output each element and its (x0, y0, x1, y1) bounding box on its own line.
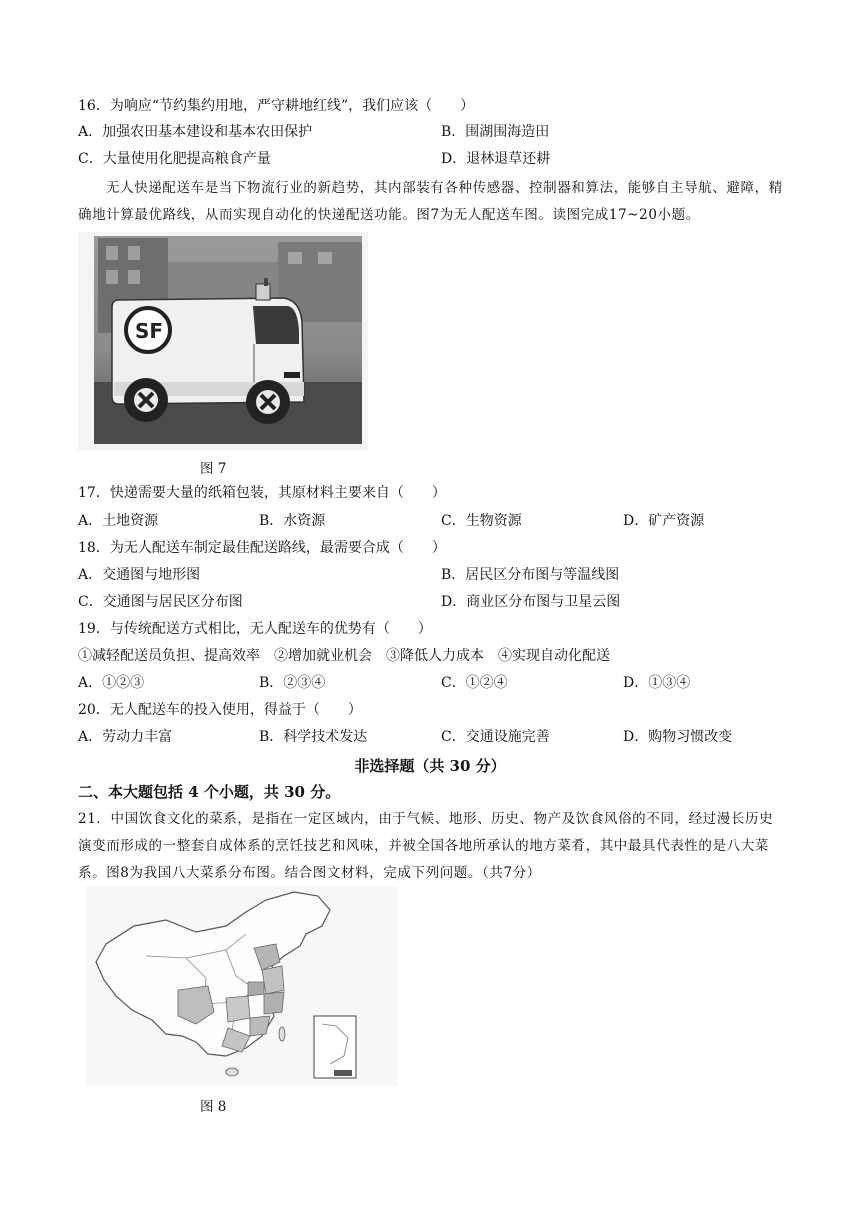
section-title: 非选择题（共 30 分） (354, 757, 506, 775)
figure-8-cuisine-map (86, 886, 398, 1086)
question-18-stem: 18．为无人配送车制定最佳配送路线，最需要合成（ ） (78, 540, 446, 556)
question-19-option-c: C．①②④ (441, 675, 508, 691)
question-16-option-c: C．大量使用化肥提高粮食产量 (78, 151, 271, 167)
question-18-option-a: A．交通图与地形图 (78, 567, 201, 583)
intro-paragraph: 无人快递配送车是当下物流行业的新趋势，其内部装有各种传感器、控制器和算法，能够自主导航、避障，精确地计算最优路线，从而实现自动化的快递配送功能。图7为无人配送车图。读图完成17~20小题。 (78, 180, 783, 223)
question-19-option-d: D．①③④ (623, 675, 691, 691)
question-20-option-b: B．科学技术发达 (259, 729, 368, 745)
question-19-option-a: A．①②③ (78, 675, 145, 691)
question-17-option-b: B．水资源 (259, 513, 326, 529)
question-21-text: 21．中国饮食文化的菜系，是指在一定区域内，由于气候、地形、历史、物产及饮食风俗的不同，经过漫长历史演变而形成的一整套自成体系的烹饪技艺和风味，并被全国各地所承认的地方菜肴，其中最具代表性的是八大菜系。图8为我国八大菜系分布图。结合图文材料，完成下列问题。（共7分） (78, 811, 774, 881)
question-18-option-c: C．交通图与居民区分布图 (78, 594, 243, 610)
part-2-title: 二、本大题包括 4 个小题，共 30 分。 (78, 783, 341, 801)
question-20-option-a: A．劳动力丰富 (78, 729, 173, 745)
figure-8-caption: 图 8 (200, 1099, 227, 1115)
figure-7-caption: 图 7 (200, 461, 227, 477)
question-17-option-d: D．矿产资源 (623, 513, 705, 529)
sf-logo-text: SF (135, 319, 164, 343)
question-20-stem: 20．无人配送车的投入使用，得益于（ ） (78, 702, 362, 718)
question-16-option-d: D．退林退草还耕 (441, 151, 551, 167)
question-19-stem: 19．与传统配送方式相比，无人配送车的优势有（ ） (78, 621, 432, 637)
question-17-stem: 17．快递需要大量的纸箱包装，其原材料主要来自（ ） (78, 485, 446, 501)
question-20-option-c: C．交通设施完善 (441, 729, 550, 745)
south-china-sea-inset-label (334, 1070, 352, 1076)
question-16-option-a: A．加强农田基本建设和基本农田保护 (78, 124, 313, 140)
question-17-option-c: C．生物资源 (441, 513, 522, 529)
question-17-option-a: A．土地资源 (78, 513, 159, 529)
figure-7-delivery-vehicle-photo (78, 232, 368, 450)
question-19-option-b: B．②③④ (259, 675, 326, 691)
question-20-option-d: D．购物习惯改变 (623, 729, 733, 745)
question-16-option-b: B．围湖围海造田 (441, 124, 550, 140)
question-16-stem: 16．为响应“节约集约用地，严守耕地红线”，我们应该（ ） (78, 98, 475, 114)
question-18-option-b: B．居民区分布图与等温线图 (441, 567, 620, 583)
question-19-items: ①减轻配送员负担、提高效率 ②增加就业机会 ③降低人力成本 ④实现自动化配送 (78, 648, 610, 664)
question-18-option-d: D．商业区分布图与卫星云图 (441, 594, 621, 610)
